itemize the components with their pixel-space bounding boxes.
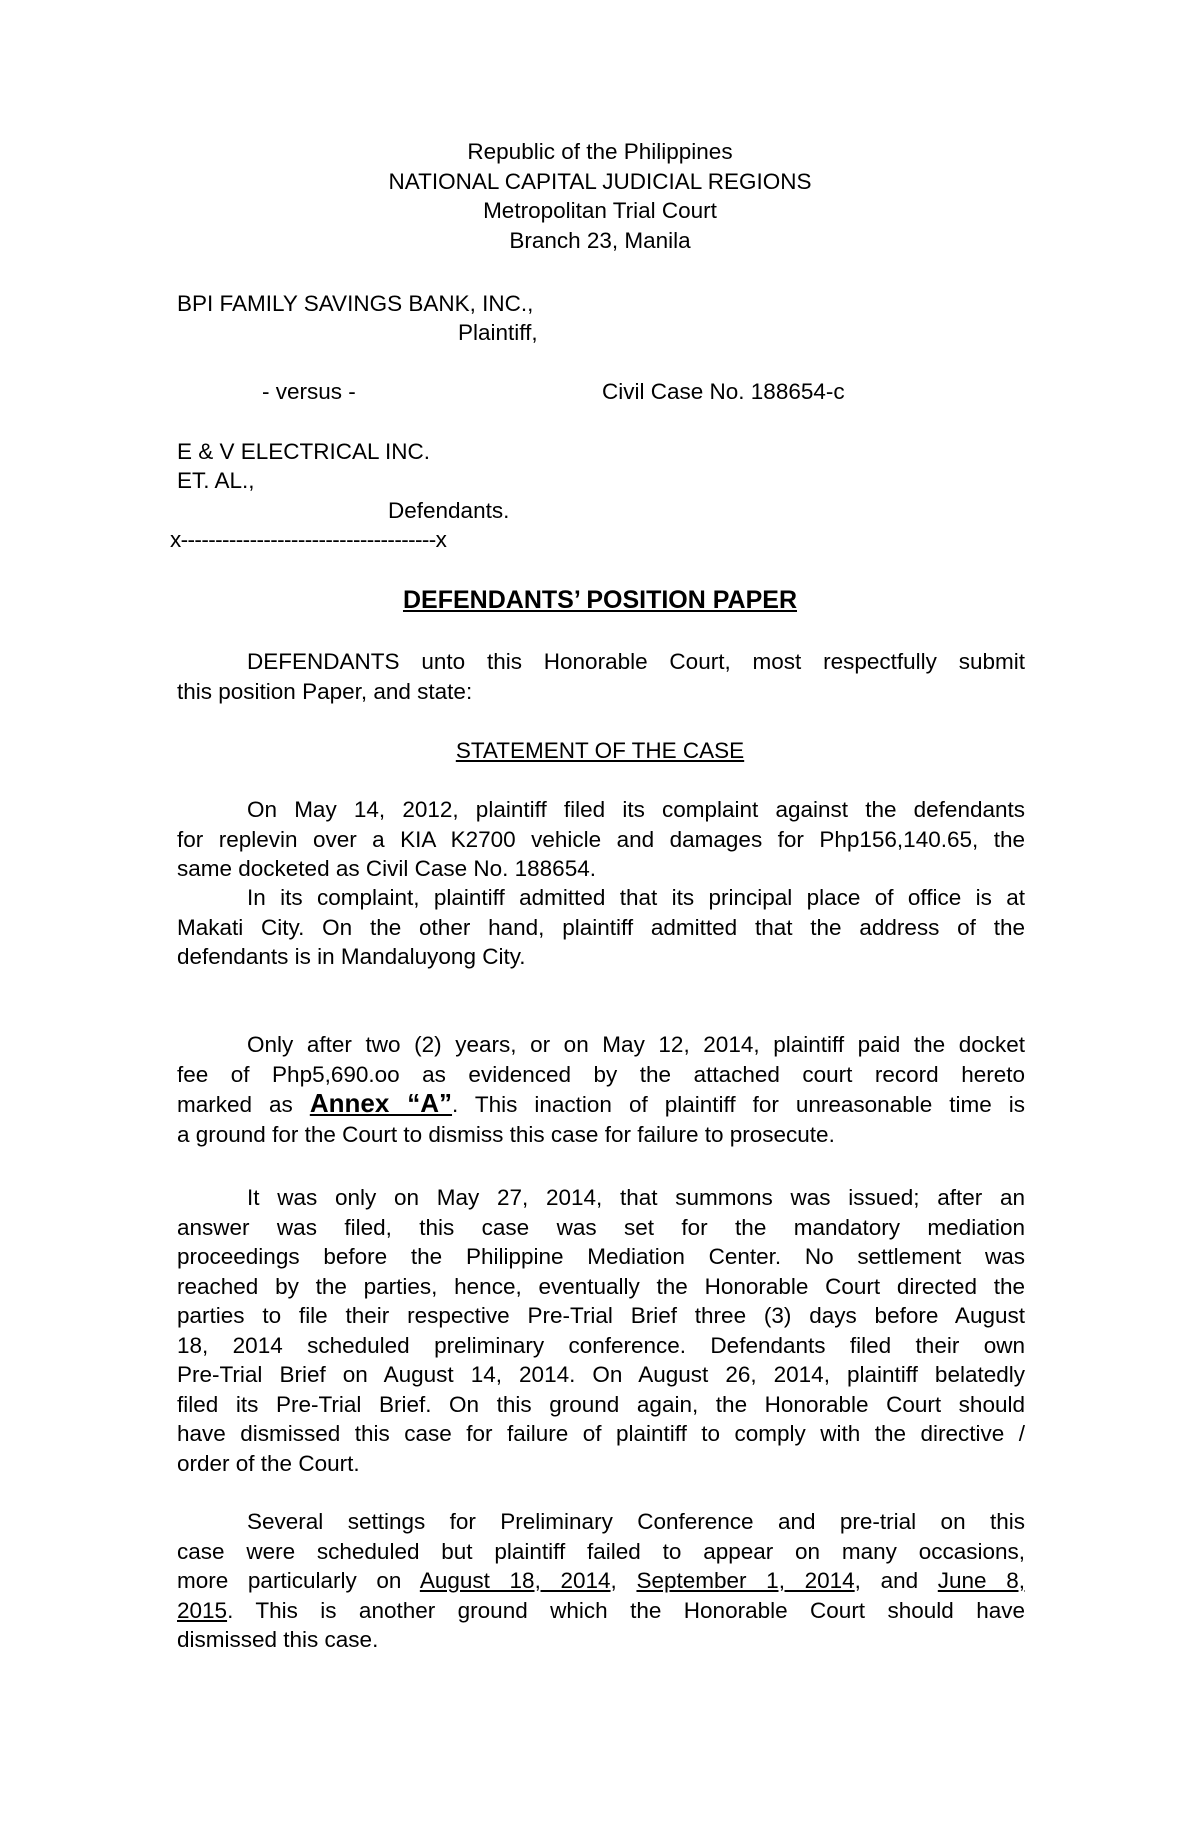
date-september-1-2014: September 1, 2014: [636, 1568, 855, 1593]
date-june-8: June 8,: [937, 1568, 1025, 1593]
paragraph-line: a ground for the Court to dismiss this case for failure to prosecute.: [177, 1121, 835, 1147]
defendant-etal: ET. AL.,: [177, 468, 255, 493]
plaintiff-name: BPI FAMILY SAVINGS BANK, INC.,: [177, 291, 534, 316]
paragraph-3: [177, 1030, 1025, 1149]
heading-region: NATIONAL CAPITAL JUDICIAL REGIONS: [388, 168, 812, 194]
text-run: . This inaction of plaintiff for unreasonable time is: [452, 1092, 1026, 1117]
paragraph-line: dismissed this case.: [177, 1627, 379, 1652]
paragraph-line: In its complaint, plaintiff admitted that its principal place of office is at: [247, 885, 1025, 910]
paragraph-line: for replevin over a KIA K2700 vehicle and damages for Php156,140.65, the: [177, 826, 1025, 852]
court-heading: [0, 137, 1200, 255]
paragraph-line: case were scheduled but plaintiff failed to appear on many occasions,: [177, 1538, 1025, 1564]
intro-line: DEFENDANTS unto this Honorable Court, most respectfully submit: [247, 649, 1025, 674]
paragraph-line: [177, 1596, 1025, 1626]
date-august-18-2014: August 18, 2014: [419, 1568, 611, 1593]
text-run: marked as: [177, 1092, 310, 1117]
paragraph-line: 18, 2014 scheduled preliminary conference. Defendants filed their own: [177, 1332, 1025, 1358]
paragraph-line: On May 14, 2012, plaintiff filed its complaint against the defendants: [247, 797, 1025, 822]
paragraph-line: Several settings for Preliminary Conference and pre-trial on this: [247, 1509, 1025, 1534]
paragraph-line: It was only on May 27, 2014, that summons was issued; after an: [247, 1185, 1025, 1210]
paragraph-line: Pre-Trial Brief on August 14, 2014. On August 26, 2014, plaintiff belatedly: [177, 1362, 1025, 1387]
text-run: more particularly on: [177, 1568, 420, 1593]
paragraph-4: [177, 1183, 1025, 1478]
paragraph-line: parties to file their respective Pre-Trial Brief three (3) days before August: [177, 1303, 1025, 1328]
intro-line: this position Paper, and state:: [177, 678, 473, 704]
paragraph-1: [177, 795, 1025, 884]
paragraph-line: have dismissed this case for failure of plaintiff to comply with the directive /: [177, 1421, 1025, 1446]
text-run: , and: [854, 1568, 938, 1593]
paragraph-line: defendants is in Mandaluyong City.: [177, 944, 526, 969]
caption-divider: x-------------------------------------x: [170, 527, 447, 552]
paragraph-line: [177, 1566, 1025, 1596]
versus-label: - versus -: [262, 379, 356, 404]
paragraph-line: filed its Pre-Trial Brief. On this ground again, the Honorable Court should: [177, 1391, 1025, 1417]
paragraph-line: reached by the parties, hence, eventually the Honorable Court directed the: [177, 1273, 1025, 1299]
paragraph-line: Makati City. On the other hand, plaintiff admitted that the address of the: [177, 914, 1025, 940]
defendant-name: E & V ELECTRICAL INC.: [177, 439, 430, 464]
paragraph-line: proceedings before the Philippine Mediation Center. No settlement was: [177, 1244, 1025, 1269]
text-run: ,: [610, 1568, 637, 1593]
paragraph-line: order of the Court.: [177, 1450, 360, 1476]
section-title: STATEMENT OF THE CASE: [455, 738, 745, 763]
paragraph-2: [177, 883, 1025, 972]
paragraph-line: fee of Php5,690.oo as evidenced by the attached court record hereto: [177, 1061, 1025, 1087]
paragraph-line: answer was filed, this case was set for the mandatory mediation: [177, 1214, 1025, 1240]
text-run: . This is another ground which the Honorable Court should have: [227, 1597, 1025, 1623]
annex-a-reference: Annex “A”: [309, 1088, 453, 1118]
case-number: Civil Case No. 188654-c: [602, 379, 845, 404]
paragraph-line: [177, 1089, 1025, 1120]
paragraph-line: Only after two (2) years, or on May 12, 2014, plaintiff paid the docket: [247, 1032, 1025, 1057]
intro-paragraph: [177, 647, 1025, 706]
document-title: DEFENDANTS’ POSITION PAPER: [402, 586, 798, 614]
defendant-role: Defendants.: [388, 498, 510, 523]
heading-branch: Branch 23, Manila: [509, 227, 691, 253]
date-2015: 2015: [177, 1597, 228, 1623]
paragraph-line: same docketed as Civil Case No. 188654.: [177, 856, 596, 881]
heading-republic: Republic of the Philippines: [467, 139, 733, 164]
heading-court: Metropolitan Trial Court: [483, 198, 717, 223]
paragraph-5: [177, 1507, 1025, 1655]
plaintiff-role: Plaintiff,: [458, 320, 538, 345]
